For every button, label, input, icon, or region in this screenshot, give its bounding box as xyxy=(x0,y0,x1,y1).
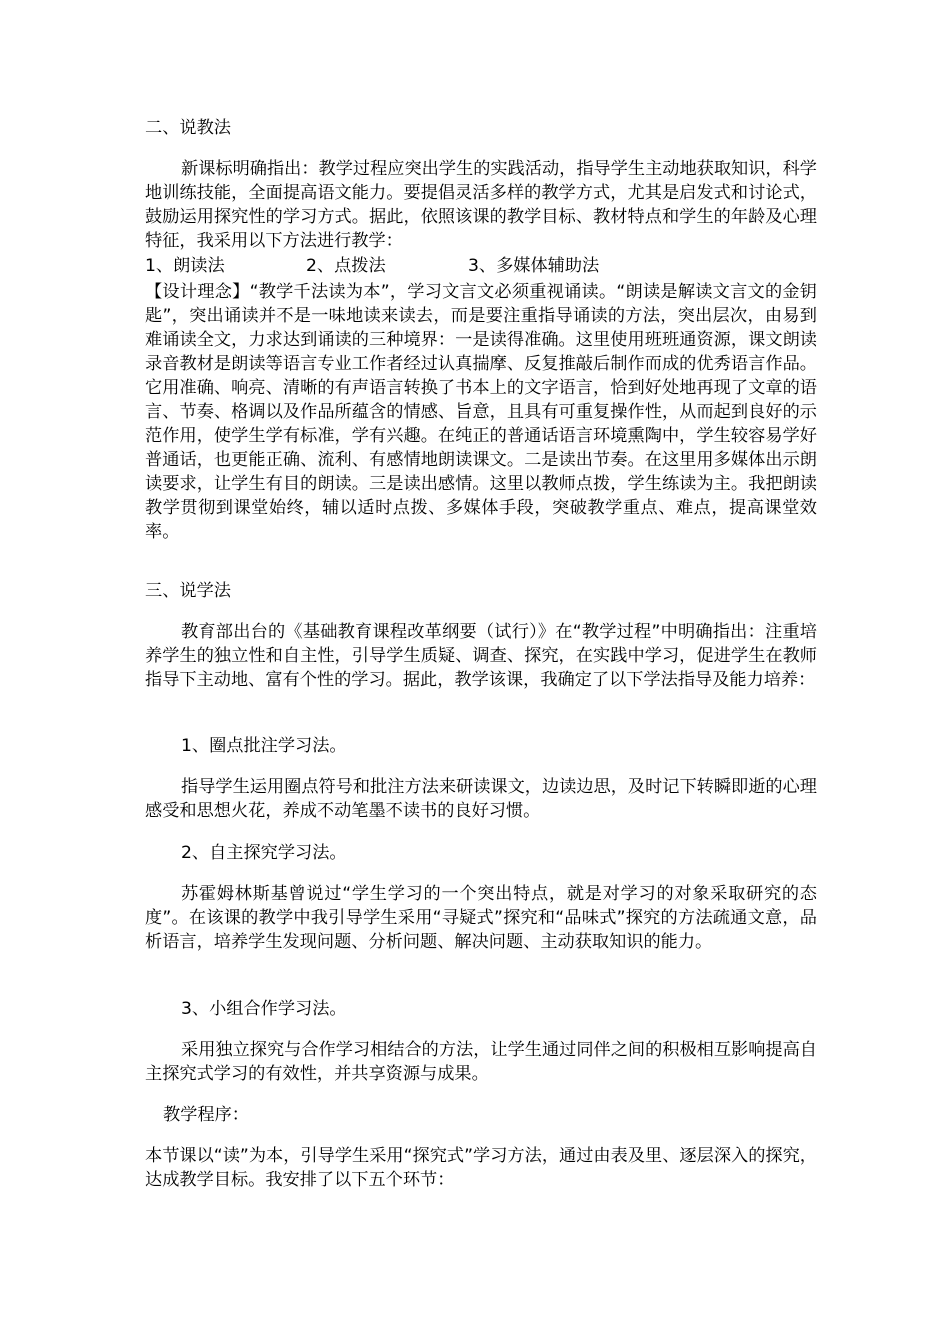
teaching-method-intro: 新课标明确指出：教学过程应突出学生的实践活动，指导学生主动地获取知识，科学地训练技能，全面提高语文能力。要提倡灵活多样的教学方式，尤其是启发式和讨论式，鼓励运用探究性的学习方式。据此，依照该课的教学目标、教材特点和学生的年龄及心理特征，我采用以下方法进行教学： xyxy=(145,159,817,251)
learning-method-intro: 教育部出台的《基础教育课程改革纲要（试行）》在“教学过程”中明确指出：注重培养学生的独立性和自主性，引导学生质疑、调查、探究，在实践中学习，促进学生在教师指导下主动地、富有个性的学习。据此，教学该课，我确定了以下学法指导及能力培养： xyxy=(145,622,817,690)
learning-item-title-inquiry: 2、自主探究学习法。 xyxy=(181,843,347,863)
section-heading-learning-method: 三、说学法 xyxy=(145,581,231,601)
method-list xyxy=(145,254,817,278)
method-item-guidance: 2、点拨法 xyxy=(306,256,386,276)
learning-item-title-group: 3、小组合作学习法。 xyxy=(181,999,347,1019)
section-heading-teaching-method: 二、说教法 xyxy=(145,118,231,138)
method-item-multimedia: 3、多媒体辅助法 xyxy=(468,256,600,276)
method-item-reading: 1、朗读法 xyxy=(145,256,225,276)
learning-item-title-annotation: 1、圈点批注学习法。 xyxy=(181,736,347,756)
section-heading-procedure: 教学程序： xyxy=(163,1105,249,1125)
learning-item-text-group: 采用独立探究与合作学习相结合的方法，让学生通过同伴之间的积极相互影响提高自主探究式学习的有效性，并共享资源与成果。 xyxy=(145,1040,817,1084)
learning-item-text-annotation: 指导学生运用圈点符号和批注方法来研读课文，边读边思，及时记下转瞬即逝的心理感受和思想火花，养成不动笔墨不读书的良好习惯。 xyxy=(145,777,817,821)
design-concept: 【设计理念】“教学千法读为本”，学习文言文必须重视诵读。“朗读是解读文言文的金钥匙”，突出诵读并不是一味地读来读去，而是要注重指导诵读的方法，突出层次，由易到难诵读全文，力求达到诵读的三种境界：一是读得准确。这里使用班班通资源，课文朗读录音教材是朗读等语言专业工作者经过认真揣摩、反复推敲后制作而成的优秀语言作品。它用准确、响亮、清晰的有声语言转换了书本上的文字语言，恰到好处地再现了文章的语言、节奏、格调以及作品所蕴含的情感、旨意，且具有可重复操作性，从而起到良好的示范作用，使学生学有标准，学有兴趣。在纯正的普通话语言环境熏陶中，学生较容易学好普通话，也更能正确、流利、有感情地朗读课文。二是读出节奏。在这里用多媒体出示朗读要求，让学生有目的朗读。三是读出感情。这里以教师点拨，学生练读为主。我把朗读教学贯彻到课堂始终，辅以适时点拨、多媒体手段，突破教学重点、难点，提高课堂效率。 xyxy=(145,282,817,542)
learning-item-text-inquiry: 苏霍姆林斯基曾说过“学生学习的一个突出特点，就是对学习的对象采取研究的态度”。在该课的教学中我引导学生采用“寻疑式”探究和“品味式”探究的方法疏通文意，品析语言，培养学生发现问题、分析问题、解决问题、主动获取知识的能力。 xyxy=(145,884,817,952)
procedure-text: 本节课以“读”为本，引导学生采用“探究式”学习方法，通过由表及里、逐层深入的探究，达成教学目标。我安排了以下五个环节： xyxy=(145,1146,817,1190)
